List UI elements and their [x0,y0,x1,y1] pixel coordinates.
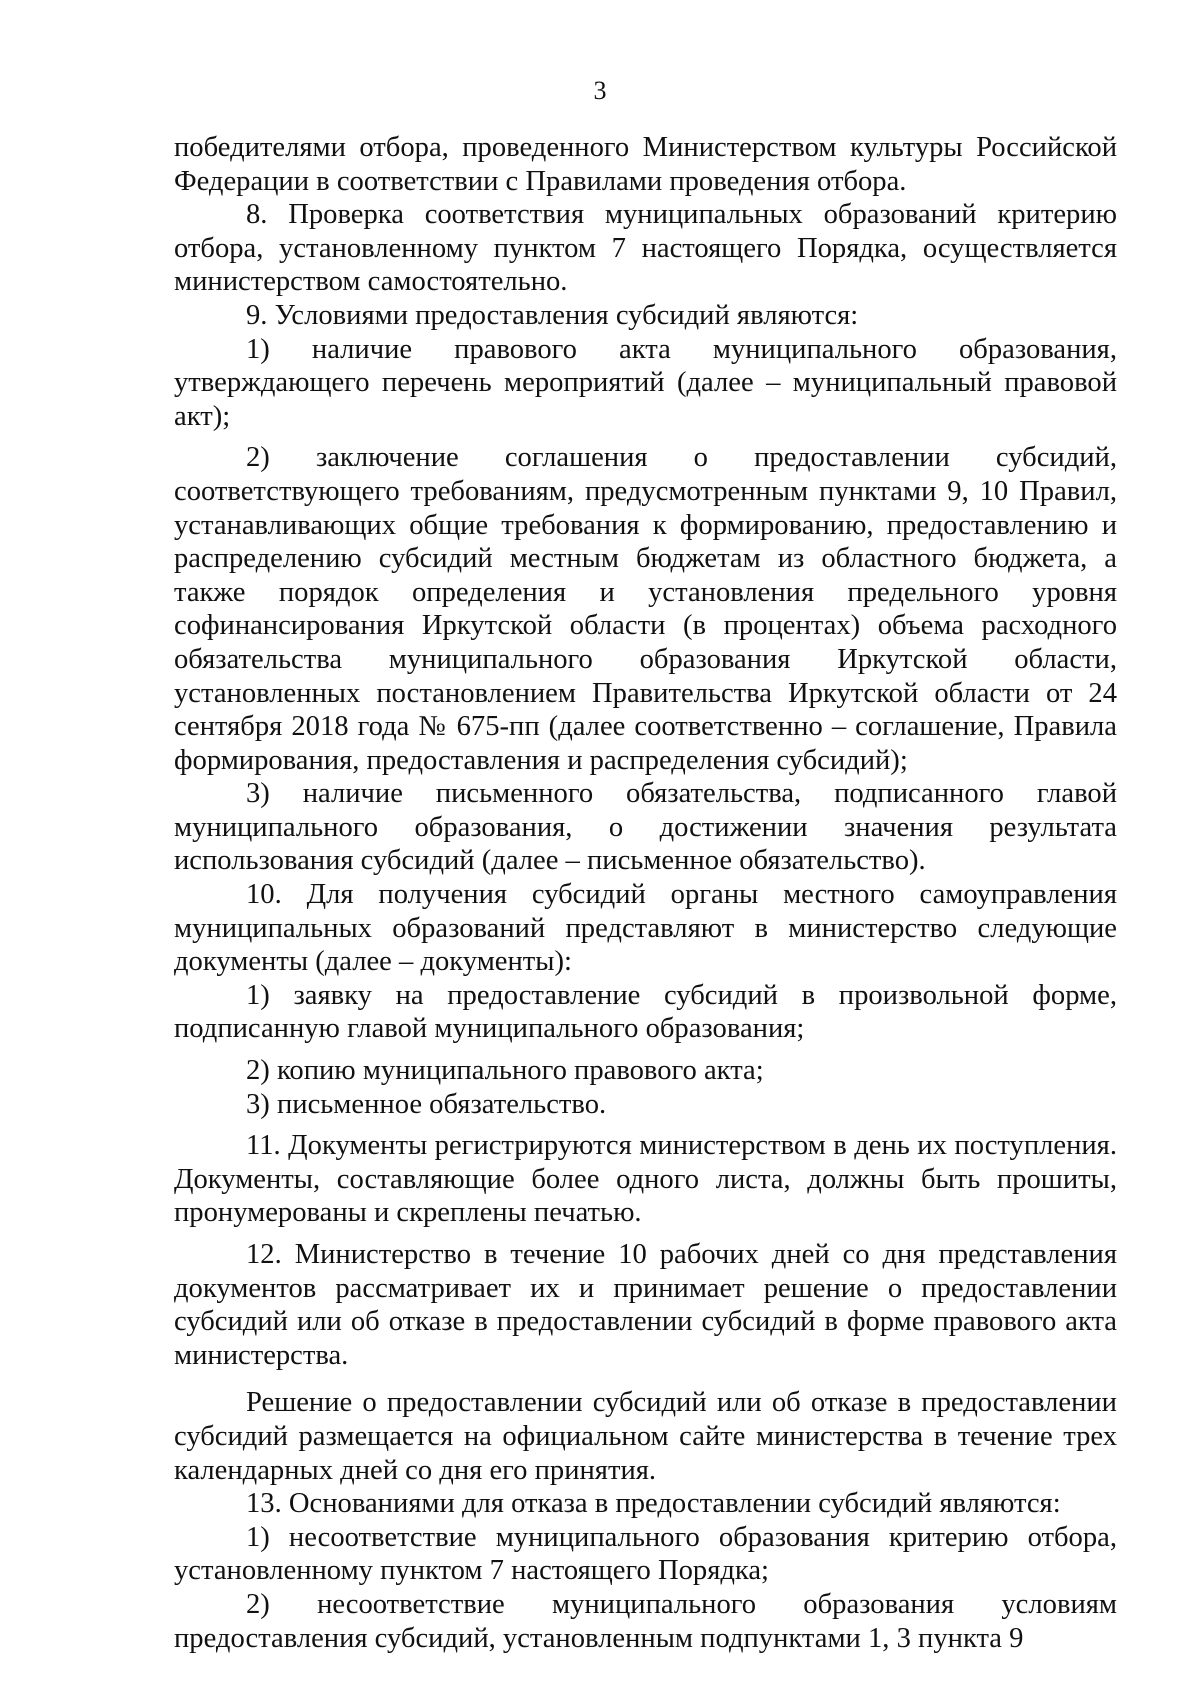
paragraph-item-10-3: 3) письменное обязательство. [246,1088,607,1120]
paragraph-item-13-1: 1) несоответствие муниципального образования критерию отбора, установленному пунктом 7 настоящего Порядка; [174,1521,1117,1587]
paragraph-item-10-1: 1) заявку на предоставление субсидий в произвольной форме, подписанную главой муниципального образования; [174,979,1117,1045]
paragraph-item-10: 10. Для получения субсидий органы местного самоуправления муниципальных образований представляют в министерство следующие документы (далее – документы): [174,879,1117,978]
paragraph-item-12: 12. Министерство в течение 10 рабочих дней со дня представления документов рассматривает их и принимает решение о предоставлении субсидий или об отказе в предоставлении субсидий в форме правового акта министерства. [174,1239,1117,1371]
paragraph-item-9-3: 3) наличие письменного обязательства, подписанного главой муниципального образования, о достижении значения результата использования субсидий (далее – письменное обязательство). [174,778,1117,877]
paragraph-continuation: победителями отбора, проведенного Министерством культуры Российской Федерации в соответствии с Правилами проведения отбора. [174,132,1117,197]
paragraph-item-13-2: 2) несоответствие муниципального образования условиям предоставления субсидий, установленным подпунктами 1, 3 пункта 9 [174,1588,1117,1654]
paragraph-decision: Решение о предоставлении субсидий или об отказе в предоставлении субсидий размещается на официальном сайте министерства в течение трех календарных дней со дня его принятия. [174,1387,1117,1486]
paragraph-item-9-2: 2) заключение соглашения о предоставлении субсидий, соответствующего требованиям, предусмотренным пунктами 9, 10 Правил, устанавливающих общие требования к формированию, предоставлению и распределению субсидий местным бюджетам из областного бюджета, а также порядок определения и установления предельного уровня софинансирования Иркутской области (в процентах) объема расходного обязательства муниципального образования Иркутской области, установленных постановлением Правительства Иркутской области от 24 сентября 2018 года № 675-пп (далее соответственно – соглашение, Правила формирования, предоставления и распределения субсидий); [174,442,1117,776]
paragraph-item-9: 9. Условиями предоставления субсидий являются: [246,299,859,331]
paragraph-item-11: 11. Документы регистрируются министерством в день их поступления. Документы, составляющие более одного листа, должны быть прошиты, пронумерованы и скреплены печатью. [174,1130,1117,1229]
paragraph-item-9-1: 1) наличие правового акта муниципального образования, утверждающего перечень мероприятий (далее – муниципальный правовой акт); [174,333,1117,432]
page-number: 3 [593,76,607,105]
paragraph-item-8: 8. Проверка соответствия муниципальных образований критерию отбора, установленному пунктом 7 настоящего Порядка, осуществляется министерством самостоятельно. [174,199,1117,298]
document-body [174,131,1117,1655]
paragraph-item-10-2: 2) копию муниципального правового акта; [246,1055,764,1087]
paragraph-item-13: 13. Основаниями для отказа в предоставлении субсидий являются: [246,1488,1061,1520]
